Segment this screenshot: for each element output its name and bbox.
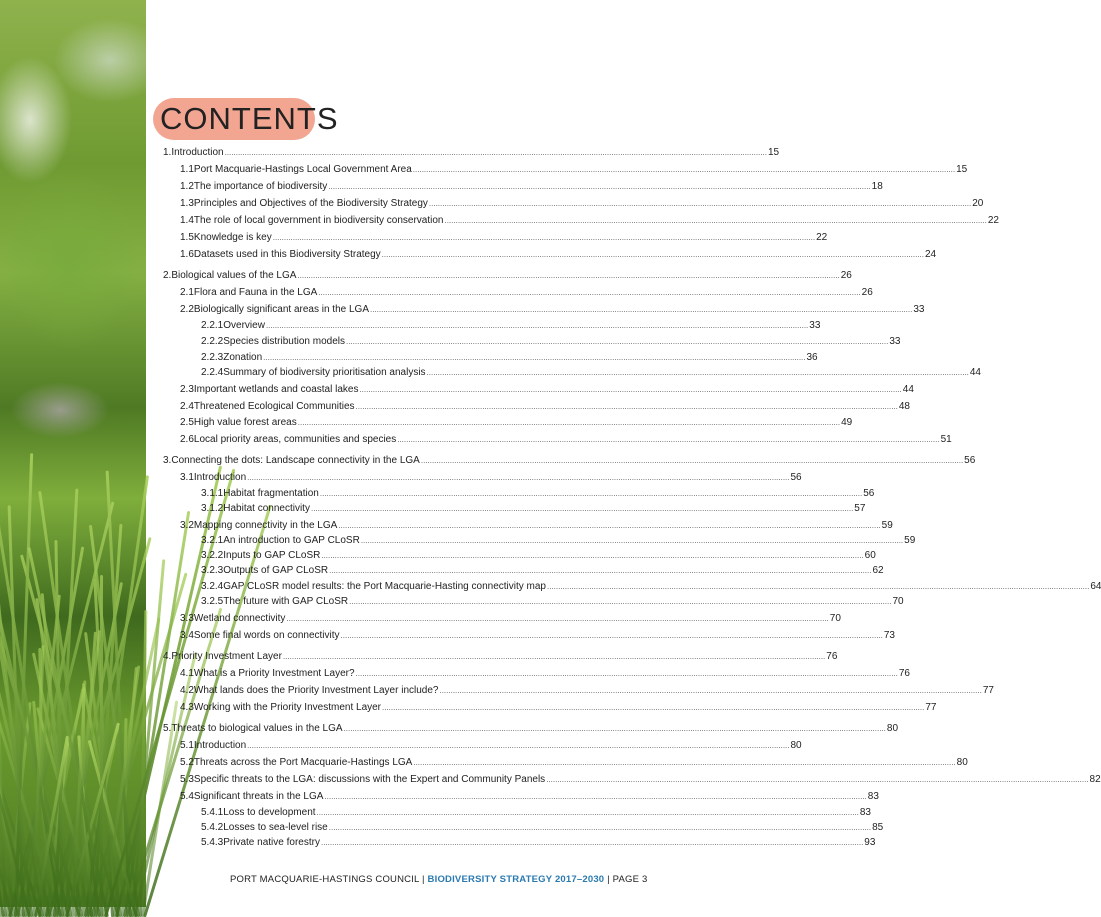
toc-entry-number: 2.2.4 (201, 367, 224, 378)
dot-leader (349, 595, 891, 609)
toc-entry-number: 3.3 (180, 613, 194, 624)
toc-entry-title: The role of local government in biodiversity conservation (193, 215, 444, 226)
toc-entry[interactable] (180, 471, 802, 485)
toc-entry-number: 1.1 (180, 164, 194, 175)
toc-entry-page-number: 20 (972, 198, 984, 209)
toc-entry-number: 2.2.2 (201, 336, 224, 347)
toc-entry-page-number: 83 (867, 791, 879, 802)
toc-entry[interactable] (180, 739, 802, 753)
toc-entry-page-number: 59 (881, 520, 893, 531)
toc-entry[interactable] (180, 756, 968, 770)
toc-entry-number: 2.6 (180, 434, 194, 445)
toc-entry[interactable] (201, 580, 1101, 594)
toc-entry-page-number: 56 (964, 455, 976, 466)
dot-leader (356, 400, 898, 414)
toc-entry[interactable] (180, 684, 994, 698)
dot-leader (320, 487, 862, 501)
toc-entry-page-number: 26 (861, 287, 873, 298)
footer-separator: | (422, 874, 425, 885)
toc-entry-title: Threats to biological values in the LGA (171, 723, 343, 734)
toc-entry-page-number: 15 (956, 164, 968, 175)
toc-entry-number: 2.2.3 (201, 352, 224, 363)
dot-leader (311, 502, 853, 516)
dot-leader (286, 612, 828, 626)
toc-entry-page-number: 76 (826, 651, 838, 662)
toc-entry-title: Mapping connectivity in the LGA (193, 520, 338, 531)
toc-entry-page-number: 73 (883, 630, 895, 641)
toc-entry-page-number: 56 (863, 488, 875, 499)
dot-leader (370, 303, 912, 317)
dot-leader (427, 366, 969, 380)
toc-entry[interactable] (201, 487, 875, 501)
dot-leader (341, 629, 883, 643)
dot-leader (283, 650, 825, 664)
dot-leader (356, 667, 898, 681)
toc-entry[interactable] (180, 231, 828, 245)
toc-entry-title: Habitat connectivity (223, 503, 310, 514)
toc-entry-page-number: 33 (913, 304, 925, 315)
dot-leader (329, 821, 871, 835)
toc-entry-number: 1.4 (180, 215, 194, 226)
toc-entry-page-number: 33 (889, 336, 901, 347)
toc-entry-title: Biological values of the LGA (171, 270, 297, 281)
toc-entry-page-number: 56 (790, 472, 802, 483)
toc-entry-page-number: 85 (872, 822, 884, 833)
toc-entry-page-number: 44 (902, 384, 914, 395)
toc-entry-number: 2.5 (180, 417, 194, 428)
toc-entry[interactable] (201, 335, 901, 349)
toc-entry[interactable] (163, 146, 780, 160)
dot-leader (266, 319, 808, 333)
toc-entry-number: 4.3 (180, 702, 194, 713)
toc-entry-number: 4.2 (180, 685, 194, 696)
toc-entry-number: 3. (163, 455, 172, 466)
dot-leader (344, 722, 886, 736)
toc-entry-title: An introduction to GAP CLoSR (223, 535, 360, 546)
toc-entry-title: Private native forestry (223, 837, 320, 848)
toc-entry-page-number: 49 (841, 417, 853, 428)
toc-entry-title: Knowledge is key (193, 232, 272, 243)
toc-entry-number: 1.3 (180, 198, 194, 209)
footer-page-number: PAGE 3 (612, 874, 648, 885)
toc-entry-title: Introduction (193, 740, 247, 751)
toc-entry-page-number: 15 (767, 147, 780, 158)
toc-entry-title: The importance of biodiversity (193, 181, 328, 192)
dot-leader (429, 197, 971, 211)
toc-entry[interactable] (180, 163, 968, 177)
footer-separator: | (607, 874, 610, 885)
toc-entry-page-number: 62 (872, 565, 884, 576)
dot-leader (413, 756, 955, 770)
toc-entry-title: Outputs of GAP CLoSR (223, 565, 329, 576)
toc-entry-page-number: 18 (871, 181, 883, 192)
toc-entry[interactable] (201, 366, 981, 380)
toc-entry-title: Working with the Priority Investment Layer (193, 702, 382, 713)
toc-entry-page-number: 70 (829, 613, 841, 624)
toc-entry-title: GAP CLoSR model results: the Port Macquarie-Hasting connectivity map (223, 581, 546, 592)
footer-strategy-title: BIODIVERSITY STRATEGY 2017–2030 (427, 874, 605, 885)
toc-entry-title: Wetland connectivity (193, 613, 286, 624)
toc-entry-number: 2.1 (180, 287, 194, 298)
toc-entry-title: Losses to sea-level rise (223, 822, 328, 833)
toc-entry-number: 5.4.1 (201, 807, 224, 818)
footer-council: PORT MACQUARIE-HASTINGS COUNCIL (230, 874, 420, 885)
toc-entry-number: 3.2.2 (201, 550, 224, 561)
toc-entry-page-number: 44 (969, 367, 981, 378)
dot-leader (547, 580, 1089, 594)
toc-entry-title: Specific threats to the LGA: discussions with the Expert and Community Panels (193, 774, 546, 785)
dot-leader (382, 248, 924, 262)
dot-leader (318, 286, 860, 300)
toc-entry-title: Flora and Fauna in the LGA (193, 287, 318, 298)
toc-entry-number: 3.2.4 (201, 581, 224, 592)
toc-entry-page-number: 80 (956, 757, 968, 768)
toc-entry-number: 4.1 (180, 668, 194, 679)
dot-leader (359, 383, 901, 397)
toc-entry[interactable] (180, 303, 925, 317)
toc-entry[interactable] (201, 595, 904, 609)
toc-entry-number: 1.2 (180, 181, 194, 192)
toc-entry-title: Local priority areas, communities and species (193, 434, 397, 445)
toc-entry-title: Loss to development (223, 807, 316, 818)
toc-entry[interactable] (180, 773, 1101, 787)
toc-entry-title: Some final words on connectivity (193, 630, 340, 641)
toc-entry[interactable] (180, 433, 952, 447)
toc-entry[interactable] (180, 667, 910, 681)
toc-entry[interactable] (180, 214, 999, 228)
toc-entry[interactable] (163, 269, 852, 283)
toc-entry-title: Species distribution models (223, 336, 345, 347)
toc-entry-title: The future with GAP CLoSR (223, 596, 349, 607)
toc-entry-page-number: 22 (987, 215, 999, 226)
dot-leader (346, 335, 888, 349)
toc-entry-number: 1. (163, 147, 172, 158)
toc-entry[interactable] (180, 701, 937, 715)
vegetation-photo (0, 0, 146, 907)
dot-leader (546, 773, 1088, 787)
toc-entry-number: 2.2.1 (201, 320, 224, 331)
dot-leader (225, 146, 767, 160)
dot-leader (317, 806, 859, 820)
dot-leader (413, 163, 955, 177)
toc-entry[interactable] (201, 351, 818, 365)
dot-leader (338, 519, 880, 533)
toc-entry[interactable] (180, 629, 895, 643)
dot-leader (328, 180, 870, 194)
dot-leader (273, 231, 815, 245)
toc-entry-number: 5.3 (180, 774, 194, 785)
toc-entry-page-number: 22 (816, 232, 828, 243)
toc-entry-title: Port Macquarie-Hastings Local Government Area (193, 164, 412, 175)
dot-leader (247, 471, 789, 485)
toc-entry-title: Important wetlands and coastal lakes (193, 384, 359, 395)
toc-entry[interactable] (180, 416, 853, 430)
dot-leader (444, 214, 986, 228)
toc-entry-page-number: 82 (1089, 774, 1101, 785)
toc-entry[interactable] (201, 319, 821, 333)
toc-entry-number: 3.1.2 (201, 503, 224, 514)
toc-entry-number: 3.2.1 (201, 535, 224, 546)
toc-entry-page-number: 33 (809, 320, 821, 331)
toc-entry-number: 3.2.3 (201, 565, 224, 576)
toc-entry-number: 3.2 (180, 520, 194, 531)
dot-leader (263, 351, 805, 365)
toc-entry-number: 4. (163, 651, 172, 662)
toc-entry-title: Introduction (193, 472, 247, 483)
toc-entry[interactable] (180, 400, 910, 414)
toc-entry-page-number: 48 (898, 401, 910, 412)
toc-entry-title: Threats across the Port Macquarie-Hastings LGA (193, 757, 413, 768)
toc-entry-title: Summary of biodiversity prioritisation analysis (223, 367, 426, 378)
dot-leader (397, 433, 939, 447)
toc-entry[interactable] (180, 383, 914, 397)
dot-leader (321, 549, 863, 563)
toc-entry-title: Habitat fragmentation (223, 488, 319, 499)
toc-entry-page-number: 59 (904, 535, 916, 546)
dot-leader (329, 564, 871, 578)
dot-leader (382, 701, 924, 715)
toc-entry-page-number: 26 (840, 270, 852, 281)
dot-leader (321, 836, 863, 850)
toc-entry-title: High value forest areas (193, 417, 297, 428)
toc-entry[interactable] (180, 790, 879, 804)
toc-entry-page-number: 60 (864, 550, 876, 561)
toc-entry-page-number: 80 (886, 723, 899, 734)
toc-entry[interactable] (201, 806, 871, 820)
toc-entry[interactable] (201, 564, 884, 578)
toc-entry-page-number: 80 (790, 740, 802, 751)
toc-entry-title: Overview (223, 320, 265, 331)
toc-entry-page-number: 70 (892, 596, 904, 607)
toc-entry-page-number: 76 (898, 668, 910, 679)
toc-entry-page-number: 93 (864, 837, 876, 848)
toc-entry[interactable] (163, 722, 899, 736)
toc-entry[interactable] (180, 248, 937, 262)
toc-entry-number: 5.2 (180, 757, 194, 768)
toc-entry[interactable] (201, 502, 866, 516)
page-title: CONTENTS (160, 101, 339, 136)
toc-entry-page-number: 77 (982, 685, 994, 696)
toc-entry[interactable] (180, 612, 841, 626)
toc-entry[interactable] (163, 650, 838, 664)
toc-entry-number: 5.4 (180, 791, 194, 802)
toc-entry-title: Inputs to GAP CLoSR (223, 550, 321, 561)
toc-entry-title: Threatened Ecological Communities (193, 401, 355, 412)
toc-entry-number: 3.2.5 (201, 596, 224, 607)
toc-entry[interactable] (201, 836, 876, 850)
toc-entry-number: 5.4.2 (201, 822, 224, 833)
toc-entry-page-number: 57 (854, 503, 866, 514)
toc-entry-page-number: 83 (859, 807, 871, 818)
toc-entry-number: 5. (163, 723, 172, 734)
dot-leader (298, 416, 840, 430)
toc-entry-title: Zonation (223, 352, 263, 363)
dot-leader (439, 684, 981, 698)
toc-entry-title: Principles and Objectives of the Biodiversity Strategy (193, 198, 428, 209)
toc-entry[interactable] (201, 821, 884, 835)
toc-entry-title: What is a Priority Investment Layer? (193, 668, 355, 679)
dot-leader (421, 454, 963, 468)
toc-entry[interactable] (180, 197, 984, 211)
toc-entry-number: 5.1 (180, 740, 194, 751)
toc-entry-number: 2.3 (180, 384, 194, 395)
toc-entry-number: 3.1.1 (201, 488, 224, 499)
toc-entry-title: Significant threats in the LGA (193, 791, 324, 802)
toc-entry-number: 2.4 (180, 401, 194, 412)
toc-entry[interactable] (201, 534, 916, 548)
toc-entry-page-number: 36 (806, 352, 818, 363)
toc-entry-page-number: 64 (1090, 581, 1101, 592)
toc-entry-number: 1.6 (180, 249, 194, 260)
toc-entry-title: Connecting the dots: Landscape connectivity in the LGA (171, 455, 420, 466)
toc-entry-number: 2. (163, 270, 172, 281)
toc-entry-title: Datasets used in this Biodiversity Strategy (193, 249, 381, 260)
toc-entry-page-number: 51 (940, 434, 952, 445)
toc-entry-page-number: 77 (925, 702, 937, 713)
toc-entry-title: Introduction (171, 147, 224, 158)
toc-entry[interactable] (201, 549, 876, 563)
toc-entry-number: 5.4.3 (201, 837, 224, 848)
toc-entry[interactable] (180, 180, 883, 194)
toc-entry-title: Biologically significant areas in the LGA (193, 304, 369, 315)
toc-entry[interactable] (180, 286, 873, 300)
toc-entry-number: 2.2 (180, 304, 194, 315)
dot-leader (361, 534, 903, 548)
toc-entry[interactable] (180, 519, 893, 533)
dot-leader (297, 269, 839, 283)
toc-entry-number: 3.1 (180, 472, 194, 483)
toc-entry-page-number: 24 (925, 249, 937, 260)
dot-leader (324, 790, 866, 804)
toc-entry-title: Priority Investment Layer (171, 651, 282, 662)
toc-entry[interactable] (163, 454, 976, 468)
toc-entry-number: 3.4 (180, 630, 194, 641)
dot-leader (247, 739, 789, 753)
toc-entry-number: 1.5 (180, 232, 194, 243)
toc-entry-title: What lands does the Priority Investment Layer include? (193, 685, 439, 696)
page-footer (230, 874, 647, 885)
